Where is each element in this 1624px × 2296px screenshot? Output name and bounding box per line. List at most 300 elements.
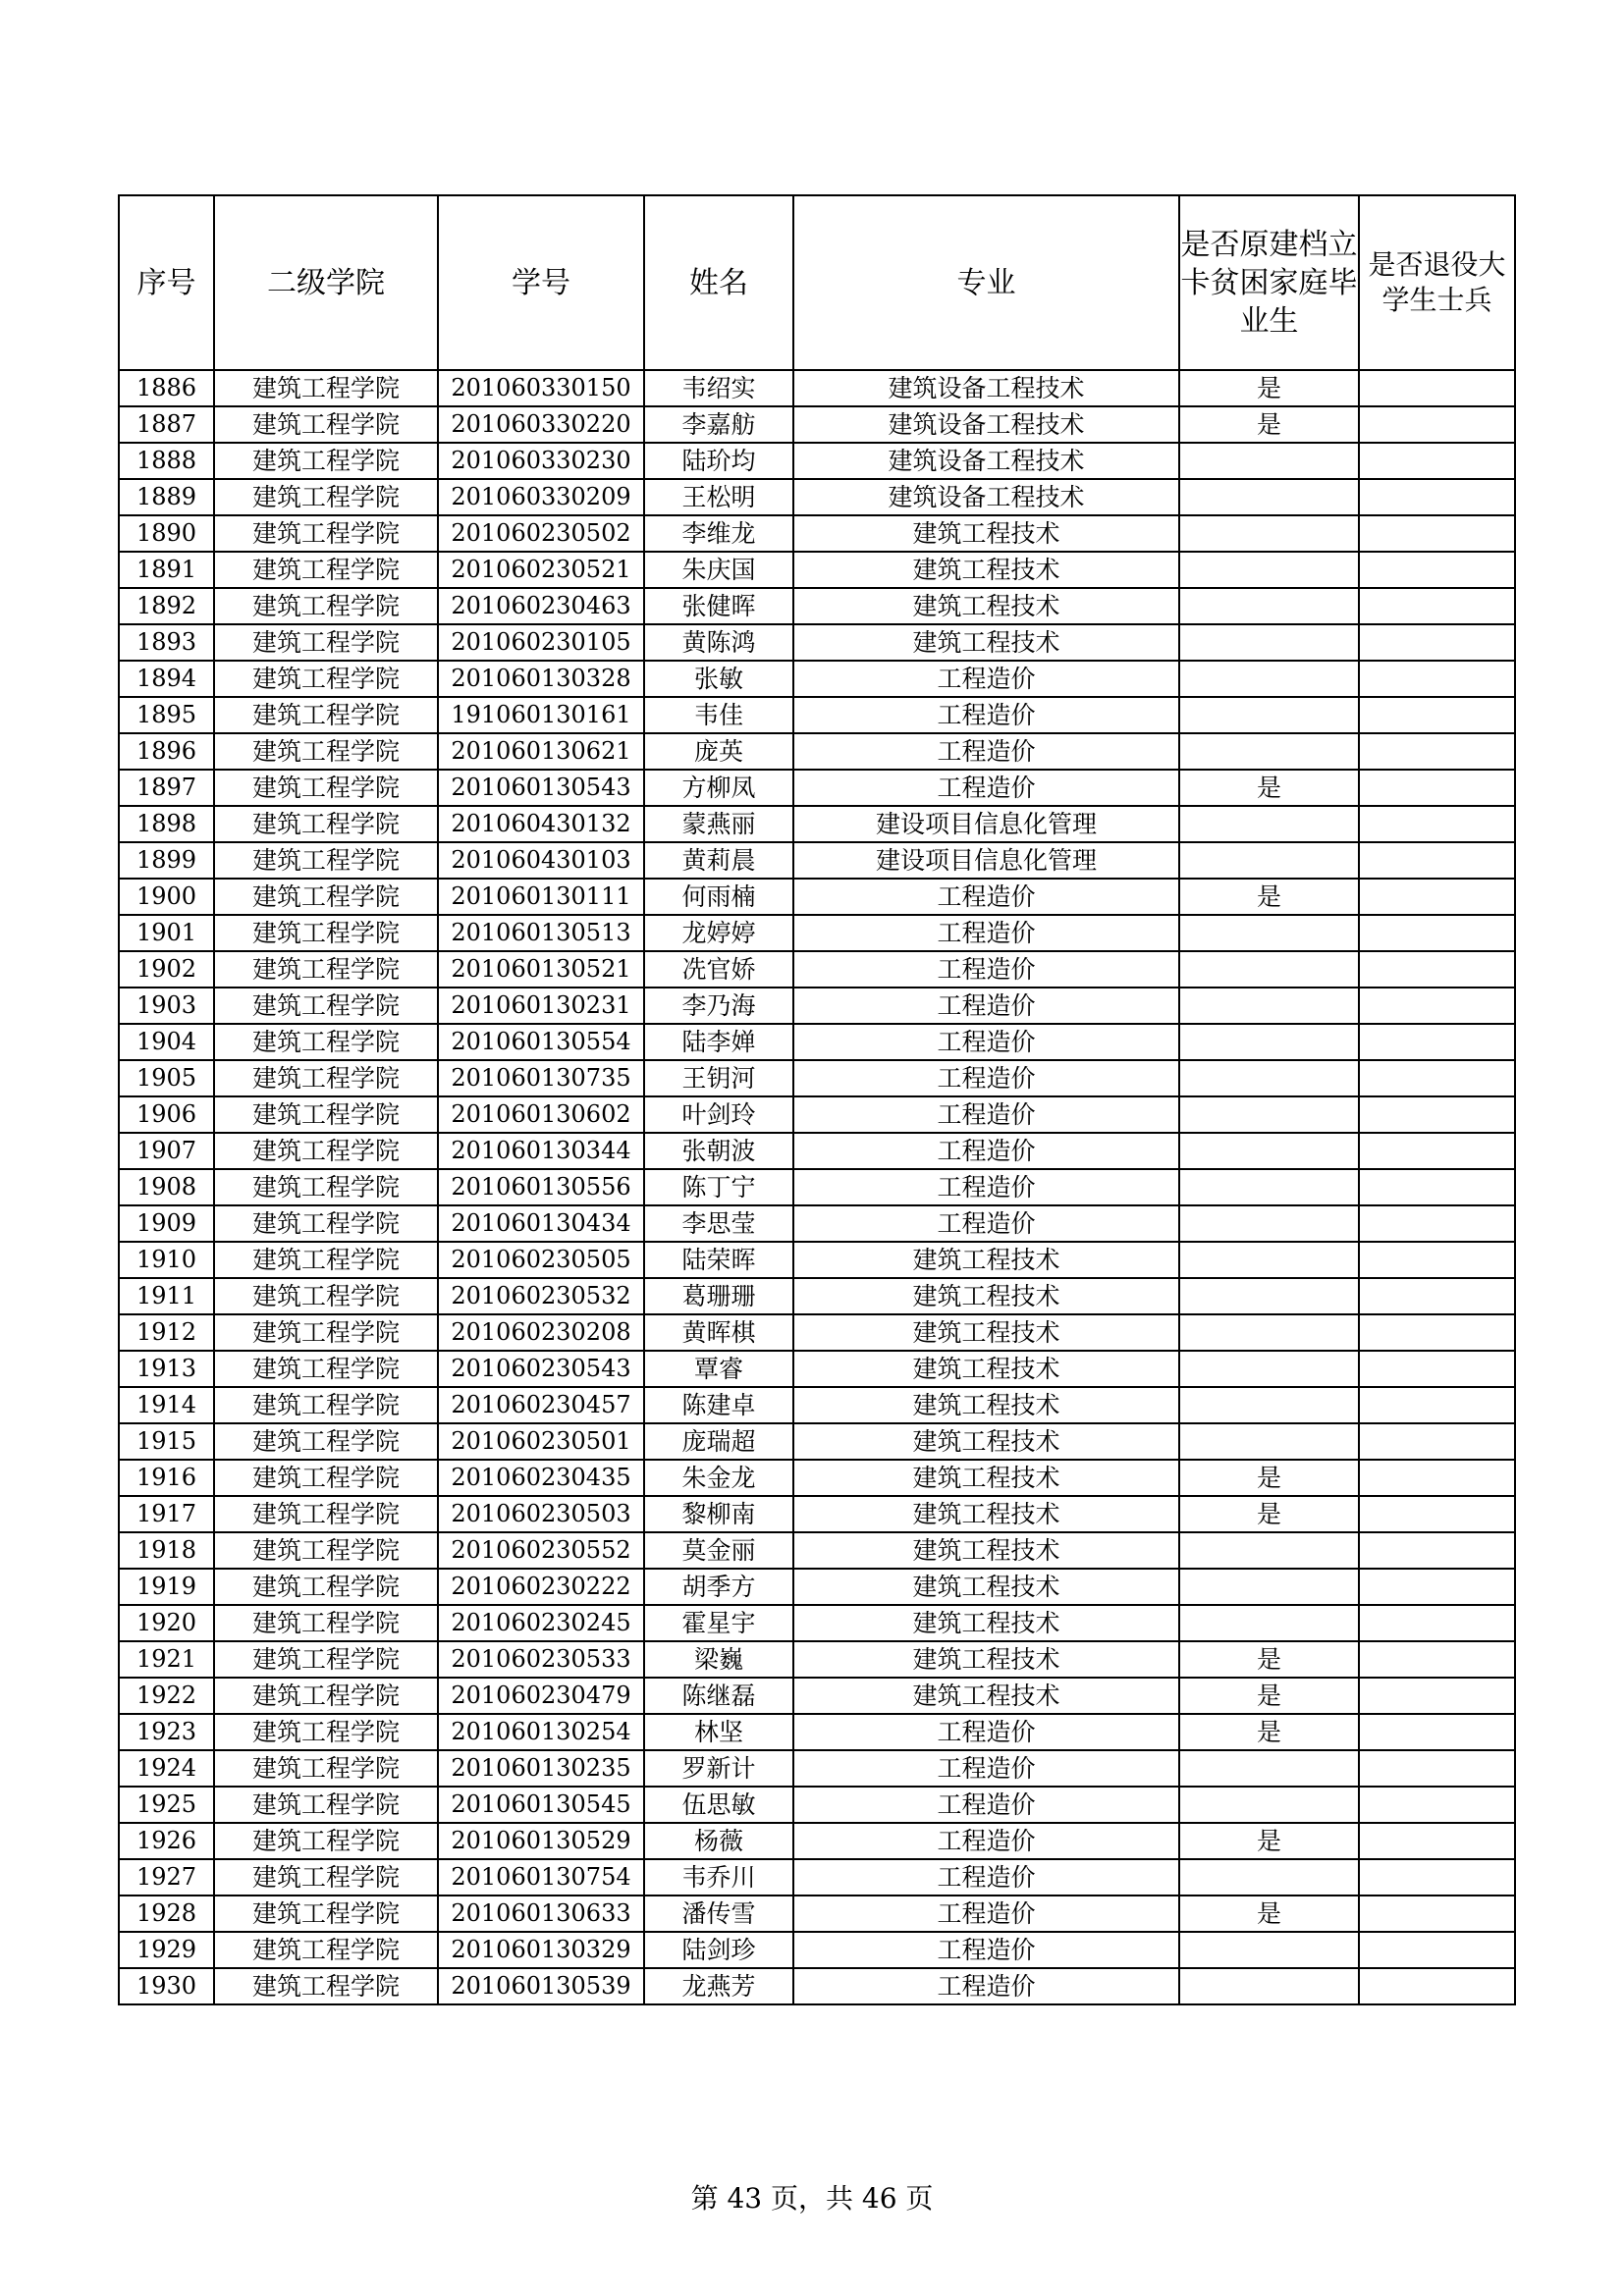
cell-college: 建筑工程学院 [214,1169,438,1205]
cell-veteran [1359,697,1515,733]
cell-college: 建筑工程学院 [214,770,438,806]
cell-poverty [1179,443,1359,479]
cell-index: 1904 [119,1024,214,1060]
cell-college: 建筑工程学院 [214,1605,438,1641]
cell-index: 1889 [119,479,214,515]
cell-veteran [1359,1351,1515,1387]
table-row [119,1896,1515,1932]
cell-college: 建筑工程学院 [214,370,438,406]
cell-name: 朱金龙 [644,1460,793,1496]
col-header-major: 专业 [793,195,1179,370]
cell-college: 建筑工程学院 [214,1242,438,1278]
table-row [119,1641,1515,1678]
cell-college: 建筑工程学院 [214,1859,438,1896]
cell-poverty [1179,1532,1359,1569]
cell-major: 工程造价 [793,951,1179,988]
table-row [119,806,1515,842]
cell-index: 1921 [119,1641,214,1678]
cell-veteran [1359,1569,1515,1605]
cell-poverty [1179,588,1359,624]
cell-name: 陆荣晖 [644,1242,793,1278]
cell-index: 1924 [119,1750,214,1787]
cell-college: 建筑工程学院 [214,1823,438,1859]
cell-student-id: 201060230222 [438,1569,644,1605]
cell-veteran [1359,1714,1515,1750]
cell-veteran [1359,1750,1515,1787]
cell-student-id: 201060130545 [438,1787,644,1823]
cell-veteran [1359,842,1515,879]
cell-major: 工程造价 [793,915,1179,951]
cell-poverty: 是 [1179,1496,1359,1532]
cell-student-id: 201060130539 [438,1968,644,2004]
cell-college: 建筑工程学院 [214,1678,438,1714]
cell-student-id: 201060230245 [438,1605,644,1641]
cell-college: 建筑工程学院 [214,1968,438,2004]
cell-college: 建筑工程学院 [214,443,438,479]
cell-major: 建筑工程技术 [793,1605,1179,1641]
cell-major: 工程造价 [793,1096,1179,1133]
cell-veteran [1359,588,1515,624]
cell-name: 李维龙 [644,515,793,552]
table-row [119,1787,1515,1823]
cell-veteran [1359,951,1515,988]
cell-index: 1894 [119,661,214,697]
cell-index: 1911 [119,1278,214,1314]
cell-name: 陈建卓 [644,1387,793,1423]
table-row [119,1968,1515,2004]
cell-name: 陆玠均 [644,443,793,479]
cell-student-id: 201060130529 [438,1823,644,1859]
cell-name: 龙婷婷 [644,915,793,951]
cell-index: 1898 [119,806,214,842]
table-row [119,1532,1515,1569]
cell-name: 葛珊珊 [644,1278,793,1314]
cell-student-id: 201060130329 [438,1932,644,1968]
cell-index: 1914 [119,1387,214,1423]
cell-student-id: 201060230479 [438,1678,644,1714]
cell-name: 何雨楠 [644,879,793,915]
cell-college: 建筑工程学院 [214,1133,438,1169]
cell-major: 工程造价 [793,1859,1179,1896]
cell-index: 1928 [119,1896,214,1932]
cell-poverty [1179,661,1359,697]
cell-index: 1906 [119,1096,214,1133]
cell-student-id: 201060230463 [438,588,644,624]
cell-veteran [1359,1496,1515,1532]
cell-name: 陈继磊 [644,1678,793,1714]
cell-veteran [1359,624,1515,661]
cell-name: 张健晖 [644,588,793,624]
cell-index: 1905 [119,1060,214,1096]
cell-student-id: 201060430103 [438,842,644,879]
cell-name: 方柳凤 [644,770,793,806]
cell-college: 建筑工程学院 [214,661,438,697]
cell-name: 王钥河 [644,1060,793,1096]
cell-major: 建筑设备工程技术 [793,479,1179,515]
cell-student-id: 201060230521 [438,552,644,588]
table-row [119,479,1515,515]
cell-student-id: 201060330220 [438,406,644,443]
cell-name: 李乃海 [644,988,793,1024]
cell-veteran [1359,661,1515,697]
cell-poverty: 是 [1179,1714,1359,1750]
cell-major: 工程造价 [793,1932,1179,1968]
cell-name: 蒙燕丽 [644,806,793,842]
cell-veteran [1359,1460,1515,1496]
cell-poverty [1179,479,1359,515]
cell-student-id: 201060230208 [438,1314,644,1351]
cell-veteran [1359,1605,1515,1641]
table-row [119,1351,1515,1387]
cell-poverty [1179,1605,1359,1641]
cell-index: 1907 [119,1133,214,1169]
cell-veteran [1359,1968,1515,2004]
table-row [119,1859,1515,1896]
cell-name: 潘传雪 [644,1896,793,1932]
cell-major: 工程造价 [793,770,1179,806]
cell-college: 建筑工程学院 [214,915,438,951]
cell-index: 1909 [119,1205,214,1242]
cell-name: 叶剑玲 [644,1096,793,1133]
cell-college: 建筑工程学院 [214,1641,438,1678]
cell-college: 建筑工程学院 [214,1532,438,1569]
cell-poverty [1179,915,1359,951]
cell-student-id: 201060130735 [438,1060,644,1096]
cell-veteran [1359,1024,1515,1060]
table-row [119,552,1515,588]
cell-poverty [1179,1314,1359,1351]
cell-major: 工程造价 [793,661,1179,697]
cell-college: 建筑工程学院 [214,1460,438,1496]
cell-poverty [1179,1750,1359,1787]
cell-poverty [1179,1096,1359,1133]
cell-college: 建筑工程学院 [214,515,438,552]
cell-poverty [1179,842,1359,879]
cell-name: 张朝波 [644,1133,793,1169]
cell-poverty: 是 [1179,1460,1359,1496]
cell-poverty [1179,1242,1359,1278]
cell-major: 建筑设备工程技术 [793,406,1179,443]
table-row [119,588,1515,624]
cell-student-id: 201060230552 [438,1532,644,1569]
cell-name: 龙燕芳 [644,1968,793,2004]
col-header-name: 姓名 [644,195,793,370]
cell-major: 工程造价 [793,733,1179,770]
cell-college: 建筑工程学院 [214,1314,438,1351]
cell-major: 建筑设备工程技术 [793,443,1179,479]
cell-index: 1927 [119,1859,214,1896]
cell-student-id: 201060230502 [438,515,644,552]
cell-name: 黄莉晨 [644,842,793,879]
table-body [119,370,1515,2004]
cell-student-id: 201060230532 [438,1278,644,1314]
cell-student-id: 201060230457 [438,1387,644,1423]
cell-poverty [1179,1387,1359,1423]
cell-veteran [1359,1169,1515,1205]
table-row [119,1314,1515,1351]
cell-poverty [1179,1278,1359,1314]
cell-index: 1930 [119,1968,214,2004]
table-row [119,1714,1515,1750]
table-row [119,1569,1515,1605]
cell-poverty [1179,552,1359,588]
header-row [119,195,1515,370]
cell-poverty [1179,733,1359,770]
cell-poverty [1179,624,1359,661]
cell-poverty [1179,697,1359,733]
table-row [119,406,1515,443]
cell-college: 建筑工程学院 [214,406,438,443]
cell-major: 工程造价 [793,1968,1179,2004]
cell-poverty [1179,806,1359,842]
cell-poverty [1179,1169,1359,1205]
cell-veteran [1359,1859,1515,1896]
cell-poverty [1179,1133,1359,1169]
cell-poverty: 是 [1179,1823,1359,1859]
cell-student-id: 201060230503 [438,1496,644,1532]
table-row [119,515,1515,552]
table-row [119,697,1515,733]
cell-major: 工程造价 [793,1169,1179,1205]
cell-name: 杨薇 [644,1823,793,1859]
table-row [119,915,1515,951]
cell-veteran [1359,879,1515,915]
cell-poverty: 是 [1179,1641,1359,1678]
cell-student-id: 201060130111 [438,879,644,915]
cell-index: 1915 [119,1423,214,1460]
cell-veteran [1359,1823,1515,1859]
cell-student-id: 201060130235 [438,1750,644,1787]
cell-veteran [1359,1314,1515,1351]
cell-name: 庞英 [644,733,793,770]
cell-major: 工程造价 [793,1823,1179,1859]
cell-major: 工程造价 [793,1714,1179,1750]
cell-veteran [1359,552,1515,588]
cell-veteran [1359,1423,1515,1460]
cell-name: 梁巍 [644,1641,793,1678]
cell-name: 张敏 [644,661,793,697]
cell-college: 建筑工程学院 [214,733,438,770]
cell-poverty [1179,1423,1359,1460]
cell-veteran [1359,1896,1515,1932]
cell-index: 1892 [119,588,214,624]
cell-index: 1926 [119,1823,214,1859]
col-header-student-id: 学号 [438,195,644,370]
cell-major: 建设项目信息化管理 [793,806,1179,842]
cell-student-id: 201060130344 [438,1133,644,1169]
cell-veteran [1359,1387,1515,1423]
cell-major: 建筑工程技术 [793,1496,1179,1532]
table-row [119,733,1515,770]
cell-name: 黎柳南 [644,1496,793,1532]
table-row [119,661,1515,697]
cell-name: 李思莹 [644,1205,793,1242]
table-row [119,1605,1515,1641]
cell-index: 1886 [119,370,214,406]
cell-index: 1923 [119,1714,214,1750]
cell-college: 建筑工程学院 [214,1569,438,1605]
col-header-poverty: 是否原建档立卡贫困家庭毕业生 [1179,195,1359,370]
cell-poverty [1179,1569,1359,1605]
cell-poverty: 是 [1179,406,1359,443]
cell-college: 建筑工程学院 [214,1787,438,1823]
cell-major: 建筑工程技术 [793,1387,1179,1423]
cell-veteran [1359,1532,1515,1569]
cell-major: 建筑工程技术 [793,1351,1179,1387]
cell-name: 胡季方 [644,1569,793,1605]
table-row [119,1096,1515,1133]
cell-college: 建筑工程学院 [214,1932,438,1968]
cell-college: 建筑工程学院 [214,697,438,733]
cell-name: 朱庆国 [644,552,793,588]
cell-student-id: 201060230435 [438,1460,644,1496]
cell-major: 工程造价 [793,1750,1179,1787]
cell-veteran [1359,370,1515,406]
cell-college: 建筑工程学院 [214,1351,438,1387]
cell-veteran [1359,1787,1515,1823]
cell-student-id: 201060230505 [438,1242,644,1278]
cell-name: 伍思敏 [644,1787,793,1823]
cell-index: 1895 [119,697,214,733]
cell-index: 1919 [119,1569,214,1605]
table-row [119,770,1515,806]
cell-student-id: 201060130521 [438,951,644,988]
cell-index: 1900 [119,879,214,915]
cell-name: 王松明 [644,479,793,515]
page-footer: 第 43 页，共 46 页 [690,2182,934,2215]
cell-index: 1913 [119,1351,214,1387]
cell-index: 1918 [119,1532,214,1569]
cell-student-id: 201060130434 [438,1205,644,1242]
table-row [119,1133,1515,1169]
cell-veteran [1359,443,1515,479]
cell-poverty [1179,1060,1359,1096]
cell-college: 建筑工程学院 [214,1387,438,1423]
student-table [118,194,1516,2005]
cell-index: 1896 [119,733,214,770]
cell-poverty: 是 [1179,879,1359,915]
col-header-index: 序号 [119,195,214,370]
table-row [119,1496,1515,1532]
cell-name: 陈丁宁 [644,1169,793,1205]
table-row [119,370,1515,406]
cell-college: 建筑工程学院 [214,1496,438,1532]
cell-name: 霍星宇 [644,1605,793,1641]
cell-poverty [1179,1787,1359,1823]
cell-veteran [1359,479,1515,515]
cell-college: 建筑工程学院 [214,951,438,988]
cell-name: 林坚 [644,1714,793,1750]
cell-poverty: 是 [1179,370,1359,406]
table-row [119,879,1515,915]
cell-index: 1903 [119,988,214,1024]
cell-student-id: 201060330150 [438,370,644,406]
cell-major: 工程造价 [793,1060,1179,1096]
table-row [119,1024,1515,1060]
cell-student-id: 201060130554 [438,1024,644,1060]
cell-major: 建筑工程技术 [793,588,1179,624]
cell-index: 1888 [119,443,214,479]
cell-major: 建筑工程技术 [793,1278,1179,1314]
table-row [119,1387,1515,1423]
cell-veteran [1359,770,1515,806]
cell-poverty [1179,1024,1359,1060]
cell-name: 李嘉舫 [644,406,793,443]
cell-index: 1887 [119,406,214,443]
cell-student-id: 201060130543 [438,770,644,806]
cell-major: 工程造价 [793,1896,1179,1932]
table-row [119,1205,1515,1242]
cell-student-id: 191060130161 [438,697,644,733]
table-row [119,1823,1515,1859]
table-row [119,624,1515,661]
cell-college: 建筑工程学院 [214,1205,438,1242]
cell-college: 建筑工程学院 [214,879,438,915]
cell-major: 建筑工程技术 [793,552,1179,588]
cell-name: 黄陈鸿 [644,624,793,661]
cell-index: 1902 [119,951,214,988]
table-row [119,1278,1515,1314]
cell-major: 工程造价 [793,1133,1179,1169]
cell-major: 建设项目信息化管理 [793,842,1179,879]
cell-poverty: 是 [1179,1678,1359,1714]
cell-major: 建筑工程技术 [793,1678,1179,1714]
cell-index: 1910 [119,1242,214,1278]
cell-college: 建筑工程学院 [214,1423,438,1460]
cell-major: 工程造价 [793,697,1179,733]
cell-poverty [1179,1859,1359,1896]
cell-student-id: 201060230533 [438,1641,644,1678]
cell-veteran [1359,1060,1515,1096]
cell-college: 建筑工程学院 [214,552,438,588]
cell-poverty: 是 [1179,770,1359,806]
cell-college: 建筑工程学院 [214,988,438,1024]
cell-major: 建筑工程技术 [793,1532,1179,1569]
cell-student-id: 201060130754 [438,1859,644,1896]
cell-veteran [1359,915,1515,951]
cell-veteran [1359,1096,1515,1133]
table-row [119,1060,1515,1096]
cell-major: 建筑工程技术 [793,1314,1179,1351]
table-row [119,1932,1515,1968]
cell-college: 建筑工程学院 [214,1060,438,1096]
cell-index: 1891 [119,552,214,588]
cell-veteran [1359,988,1515,1024]
cell-veteran [1359,1133,1515,1169]
cell-veteran [1359,1205,1515,1242]
col-header-veteran: 是否退役大学生士兵 [1359,195,1515,370]
cell-name: 庞瑞超 [644,1423,793,1460]
cell-major: 建筑工程技术 [793,515,1179,552]
cell-student-id: 201060130254 [438,1714,644,1750]
cell-college: 建筑工程学院 [214,1750,438,1787]
cell-veteran [1359,1278,1515,1314]
cell-veteran [1359,406,1515,443]
cell-name: 莫金丽 [644,1532,793,1569]
cell-index: 1916 [119,1460,214,1496]
table-row [119,1242,1515,1278]
cell-index: 1897 [119,770,214,806]
cell-veteran [1359,733,1515,770]
cell-name: 罗新计 [644,1750,793,1787]
cell-major: 建筑工程技术 [793,1641,1179,1678]
cell-college: 建筑工程学院 [214,624,438,661]
cell-poverty [1179,515,1359,552]
cell-index: 1890 [119,515,214,552]
cell-major: 建筑工程技术 [793,1242,1179,1278]
cell-major: 建筑工程技术 [793,1569,1179,1605]
table-row [119,988,1515,1024]
